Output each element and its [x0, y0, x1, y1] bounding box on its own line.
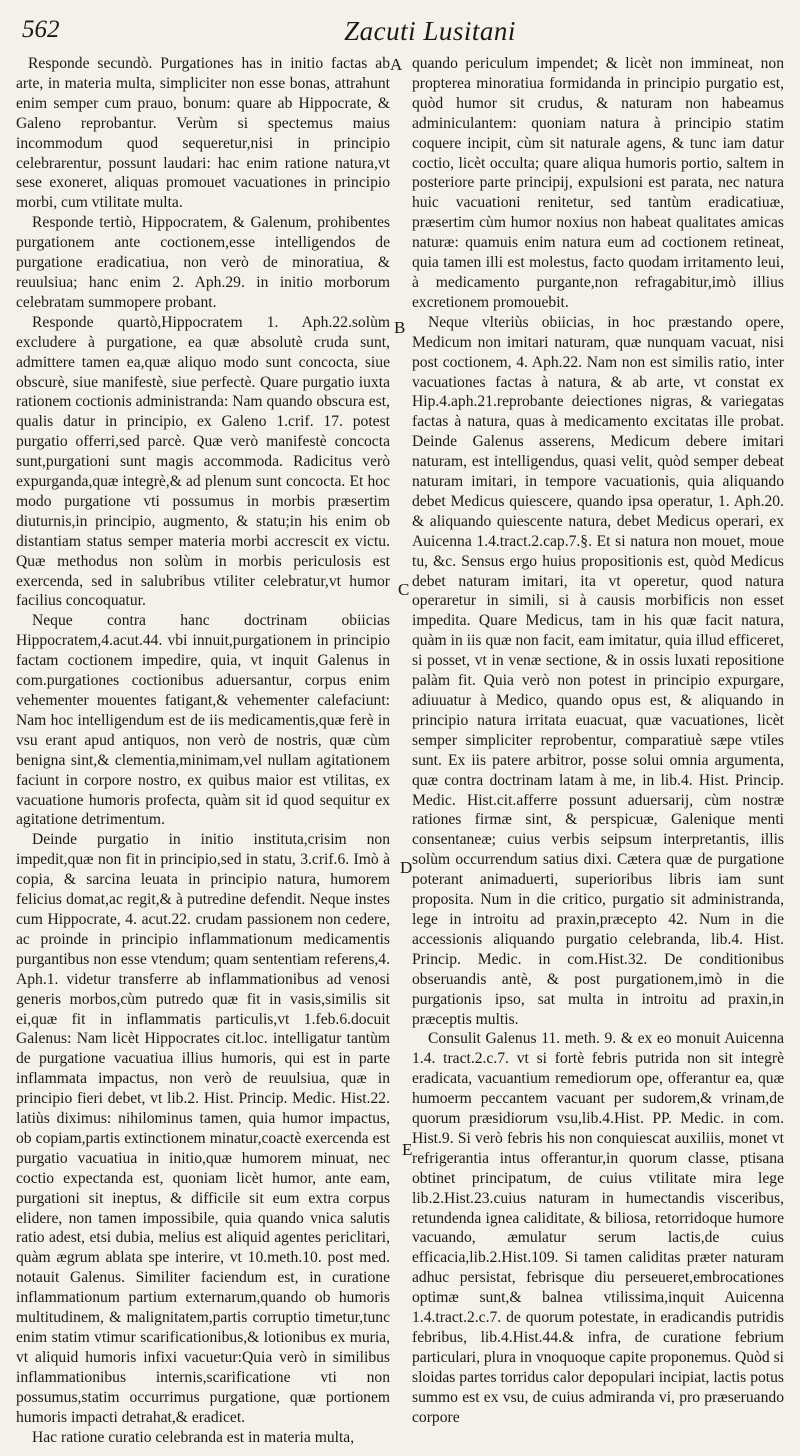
- margin-marker-b: B: [394, 318, 406, 337]
- paragraph: quando periculum impendet; & licèt non immineat, non propterea minoratiua formidanda in principio purgatio est, quòd humor sit crudus, & naturam non habeamus adminiculantem: quoniam natura à principio statim coquere incipit, cùm sit naturale agens, & tunc iam datur coctio, licèt occulta; quare aliqua humoris portio, saltem in posteriore parte principij, expulsioni est parata, nec natura huic vacuationi renitetur, sed tantùm eradicatiuæ, præsertim cùm humor noxius non habeat qualitates amicas naturæ: quamuis enim natura eum ad coctionem retineat, quia tamen illi est molestus, facto quodam irritamento leui, à medicamento purgante,non refragabitur,imò illius excretionem promouebit.: [412, 55, 784, 311]
- running-head: Zacuti Lusitani: [344, 16, 516, 46]
- margin-marker-e: E: [402, 1140, 413, 1159]
- page-number: 562: [22, 16, 60, 43]
- paragraph: Responde secundò. Purgationes has in initio factas ab arte, in materia multa, simpliciter non esse bonas, attrahunt enim semper cum prauo, bonum: quare ab Hippocrate, & Galeno reprobantur. Verùm si spectemus maius incommodum quod sequeretur,nisi in principio celebrarentur, possunt laudari: hac enim ratione natura,vt sese exoneret, aliquas promouet vacuationes in principio morbi, cum vtilitate multa.: [16, 55, 390, 212]
- margin-marker-c: C: [398, 580, 410, 599]
- margin-marker-d: D: [400, 858, 413, 877]
- paragraph: Responde tertiò, Hippocratem, & Galenum, prohibentes purgationem ante coctionem,esse intelligendos de purgatione eradicatiua, non verò de minoratiua, & reuulsiua; hanc enim 2. Aph.29. in initio morborum celebratam summopere probant.: [16, 214, 390, 311]
- paragraph: Consulit Galenus 11. meth. 9. & ex eo monuit Auicenna 1.4. tract.2.c.7. vt si fortè febris putrida non sit integrè eradicata, vacuantium remediorum ope, offerantur ea, quæ humoerm peccantem vacuant per sudorem,& vrinam,de quorum præsidiorum vsu,lib.4.Hist. PP. Medic. in com. Hist.9. Si verò febris his non conquiescat auxiliis, monet vt refrigerantia intus offerantur,in quorum classe, ptisana obtinet principatum, de cuius vtilitate mira lege lib.2.Hist.23.cuius naturam in humectandis visceribus, retundenda ignea caliditate, & biliosa, retorridoque humore vacuando, æmulatur serum lactis,de cuius efficacia,lib.2.Hist.109. Si tamen caliditas præter naturam adhuc persistat, febrisque diu perseueret,embrocationes optimæ sunt,& balnea vtilissima,inquit Auicenna 1.4.tract.2.c.7. de quorum potestate, in eradicandis putridis febribus, lib.4.Hist.44.& infra, de curatione febrium particulari, plura in vnoquoque capite proponemus. Quòd si sloidas partes torridus calor depopulari incipiat, lactis potus summo est ex vsu, de cuius admiranda vi, pro præseruando corpore: [412, 1030, 784, 1426]
- paragraph: Deinde purgatio in initio instituta,crisim non impedit,quæ non fit in principio,sed in statu, 3.crif.6. Imò à copia, & sarcina leuata in principio natura, humorem felicius domat,ac regit,& à putredine defendit. Neque instes cum Hippocrate, 4. acut.22. crudam passionem non cedere, ac proinde in principio inflammationum medicamentis purgantibus non esse vtendum; quam sententiam referens,4. Aph.1. videtur transferre ab inflammationibus ad venosi generis morbos,cùm putredo quæ fit in vasis,similis sit ei,quæ fit in inflammatis particulis,vt 1.feb.6.docuit Galenus: Nam licèt Hippocrates cit.loc. intelligatur tantùm de purgatione vacuatiua illius humoris, qui est in parte inflammata impactus, non verò de reuulsiua, quæ in principio fieri debet, vt lib.2. Hist. Princip. Medic. Hist.22. latiùs diximus: nihilominus tamen, quia humor impactus, ob copiam,partis extinctionem minatur,coactè exercenda est purgatio vacuatiua in initio,quæ humorem minuat, nec coctio expectanda est, quoniam licèt humor, ante eam, purgationi sit ineptus, & difficile sit eum extra corpus elidere, non tamen impossibile, quia quando vnica salutis ratio adest, etsi dubia, melius est aliquid agentes periclitari, quàm ægrum ablata spe interire, vt 10.meth.10. post med. notauit Galenus. Similiter faciendum est, in curatione inflammationum partium externarum,quando ob humoris multitudinem, & malignitatem,partis corruptio timetur,tunc enim statim vtimur scarificationibus,& lotionibus ex muria, vt aliquid humoris infixi vacuetur:Quia verò in similibus inflammationibus internis,scarificatione vti non possumus,statim occurrimus purgatione, quæ portionem humoris impacti detrahat,& eradicet.: [16, 831, 390, 1426]
- paragraph: Neque contra hanc doctrinam obiicias Hippocratem,4.acut.44. vbi innuit,purgationem in principio factam coctionem impedire, quia, vt inquit Galenus in com.purgationes coctionibus aduersantur, corpus enim vehementer mouentes fatigant,& vehementer calefaciunt: Nam hoc intelligendum est de iis medicamentis,quæ ferè in vsu erant apud antiquos, non verò de nostris, quæ cùm benigna sint,& clementia,minimam,vel nullam agitationem faciunt in corpore nostro, ex quibus maior est vtilitas, ex vacuatione humoris profecta, quàm sit id quod sequitur ex agitatione detrimentum.: [16, 612, 390, 829]
- page-header: [10, 16, 790, 48]
- margin-marker-a: A: [390, 55, 403, 74]
- paragraph: Responde quartò,Hippocratem 1. Aph.22.solùm excludere à purgatione, ea quæ absolutè cruda sunt, admittere tamen ea,quæ aliquo modo sunt concocta, siue obscurè, siue manifestè, siue perfectè. Quare purgatio iuxta rationem coctionis administranda: Nam quando obscura est, qualis datur in principio, ex Galeno 1.crif. 17. potest purgatio offerri,sed parcè. Quæ verò manifestè concocta sunt,purgationi sunt magis accommoda. Radicitus verò expurganda,quæ integrè,& ad plenum sunt concocta. Et hoc modo purgatione vti possumus in morbis præsertim diuturnis,in principio, augmento, & statu;in his enim ob distantiam status semper materia morbi accrescit ex victu. Quæ methodus non solùm in morbis periculosis est exercenda, sed in salubribus vtiliter celebratur,vt humor facilius concoquatur.: [16, 313, 390, 610]
- paragraph: Hac ratione curatio celebranda est in materia multa,: [32, 1428, 355, 1446]
- paragraph: Neque vlteriùs obiicias, in hoc præstando opere, Medicum non imitari naturam, quæ nunquam vacuat, nisi post coctionem, 4. Aph.22. Nam non est similis ratio, inter vacuationes factas à natura, & ab arte, vt constat ex Hip.4.aph.21.reprobante deiectiones nigras, & variegatas factas à natura, quas à medicamento excitatas ille probat. Deinde Galenus asserens, Medicum debere imitari naturam, est intelligendus, quasi velit, quòd semper debeat naturam imitari, in tempore vacuationis, quia aliquando debet Medicus quiescere, quando ipsa operatur, 1. Aph.20. & aliquando quiescente natura, debet Medicus operari, ex Auicenna 1.4.tract.2.cap.7.§. Et si natura non mouet, moue tu, &c. Sensus ergo huius propositionis est, quòd Medicus debet naturam imitari, ita vt operetur, quod natura operaretur in simili, si à causis morbificis non esset impedita. Quare Medicus, tam in his quæ facit natura, quàm in iis quæ non facit, eam imitatur, quia illud efficeret, si posset, vt in venæ sectione, & in ossis luxati repositione palàm fit. Quia verò non potest in principio expurgare, adiuuatur à Medico, quando opus est, & aliquando in principio natura irritata euacuat, quæ vacuationes, licèt semper simpliciter reprobentur, comparatiuè sæpe vtiles sunt. Ex iis patere arbitror, posse solui omnia argumenta, quæ contra doctrinam latam à me, in lib.4. Hist. Princip. Medic. Hist.cit.afferre possunt aduersarij, cùm nostræ rationes firmæ sint, & perspicuæ, Galenique menti consentaneæ; cuius verbis seipsum interpretantis, illis solùm occurrendum satius dixi. Cætera quæ de purgatione poterant animaduerti, superioribus libris iam sunt proposita. Num in die critico, purgatio sit administranda, lege in introitu ad praxin,præcepto 42. Num in die accessionis aliquando purgatio celebranda, lib.4. Hist. Princip. Medic. in com.Hist.32. De conditionibus obseruandis antè, & post purgationem,imò in die purgationis ipso, sat multa in introitu ad praxin,in præceptis multis.: [412, 313, 784, 1028]
- right-column: [412, 54, 784, 1446]
- left-column: [16, 54, 390, 1446]
